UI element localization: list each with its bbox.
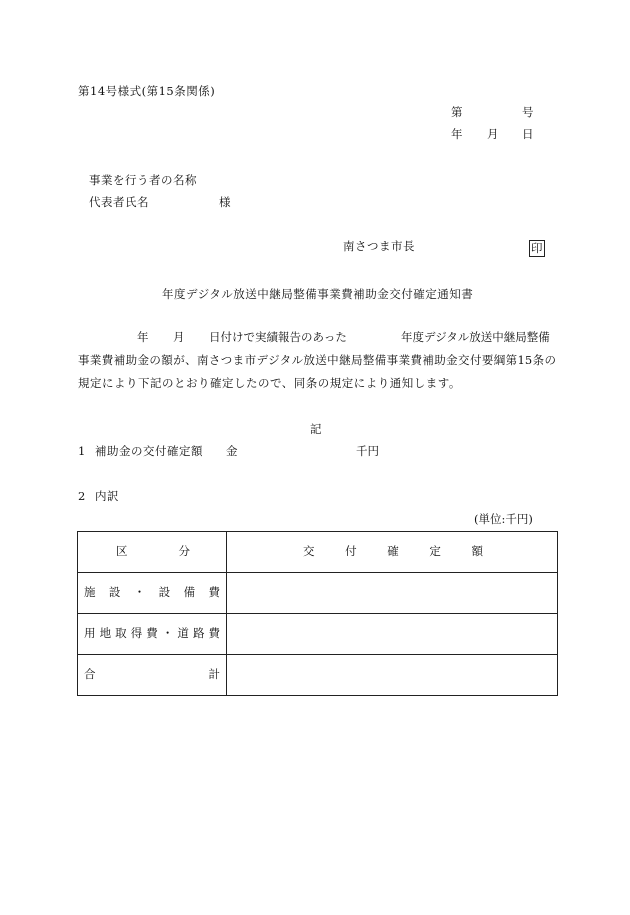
row-label-char: 設 <box>108 585 121 600</box>
row-label-char: 費 <box>208 626 220 641</box>
row-label-char: ・ <box>161 626 174 641</box>
header-category-char: 分 <box>178 544 190 559</box>
row-label-char: 路 <box>192 626 205 641</box>
header-category <box>78 532 227 573</box>
seal-stamp <box>529 240 545 257</box>
document-title: 年度デジタル放送中継局整備事業費補助金交付確定通知書 <box>162 287 474 301</box>
row-label-char: 得 <box>130 626 143 641</box>
item2-label: 内訳 <box>95 489 119 503</box>
header-amount-char: 定 <box>429 544 441 559</box>
row-label-char: 施 <box>84 585 96 600</box>
table-header-row <box>78 532 558 573</box>
row-label-char: 合 <box>84 667 96 682</box>
item2-number: 2 <box>78 489 86 503</box>
row-label-land-road <box>78 614 227 655</box>
row-amount-facilities[interactable] <box>227 573 558 614</box>
business-name-label: 事業を行う者の名称 <box>89 173 197 187</box>
header-amount-char: 確 <box>387 544 399 559</box>
row-label-char: 費 <box>146 626 158 641</box>
seal-mark: 印 <box>531 241 543 255</box>
item1-label: 補助金の交付確定額 <box>95 444 203 458</box>
table-row <box>78 614 558 655</box>
row-label-char: 計 <box>208 667 220 682</box>
body-line1-text: 日付けで実績報告のあった <box>209 330 347 344</box>
item1-currency-prefix: 金 <box>226 444 238 458</box>
table-row <box>78 655 558 696</box>
header-amount-char: 額 <box>471 544 483 559</box>
row-label-char: 費 <box>208 585 220 600</box>
unit-note: (単位:千円) <box>474 512 533 526</box>
row-label-total <box>78 655 227 696</box>
date-year-label: 年 <box>451 127 463 141</box>
body-line1-tail: 年度デジタル放送中継局整備 <box>401 330 550 344</box>
body-line3: 規定により下記のとおり確定したので、同条の規定により通知します。 <box>78 376 461 390</box>
item1-unit: 千円 <box>356 444 379 458</box>
doc-number-prefix: 第 <box>451 105 463 119</box>
row-amount-total[interactable] <box>227 655 558 696</box>
table-row <box>78 573 558 614</box>
row-label-char: 地 <box>99 626 112 641</box>
representative-label: 代表者氏名 <box>89 195 149 209</box>
header-category-char: 区 <box>116 544 128 559</box>
row-amount-land-road[interactable] <box>227 614 558 655</box>
header-amount-char: 交 <box>303 544 315 559</box>
mayor-title: 南さつま市長 <box>343 239 415 253</box>
row-label-char: 備 <box>183 585 196 600</box>
row-label-char: ・ <box>133 585 146 600</box>
header-amount <box>227 532 558 573</box>
row-label-char: 取 <box>115 626 127 641</box>
doc-number-suffix: 号 <box>522 105 534 119</box>
body-line2: 事業費補助金の額が、南さつま市デジタル放送中継局整備事業費補助金交付要綱第15条の <box>78 353 556 367</box>
row-label-char: 用 <box>84 626 96 641</box>
form-number: 第14号様式(第15条関係) <box>78 84 216 98</box>
date-day-label: 日 <box>522 127 534 141</box>
body-year: 年 <box>137 330 149 344</box>
notes-heading: 記 <box>310 422 322 436</box>
header-amount-char: 付 <box>345 544 357 559</box>
row-label-facilities <box>78 573 227 614</box>
row-label-char: 設 <box>158 585 171 600</box>
item1-number: 1 <box>78 444 86 458</box>
date-month-label: 月 <box>487 127 499 141</box>
row-label-char: 道 <box>177 626 189 641</box>
body-month: 月 <box>173 330 185 344</box>
honorific: 様 <box>219 195 231 209</box>
breakdown-table <box>77 531 558 696</box>
